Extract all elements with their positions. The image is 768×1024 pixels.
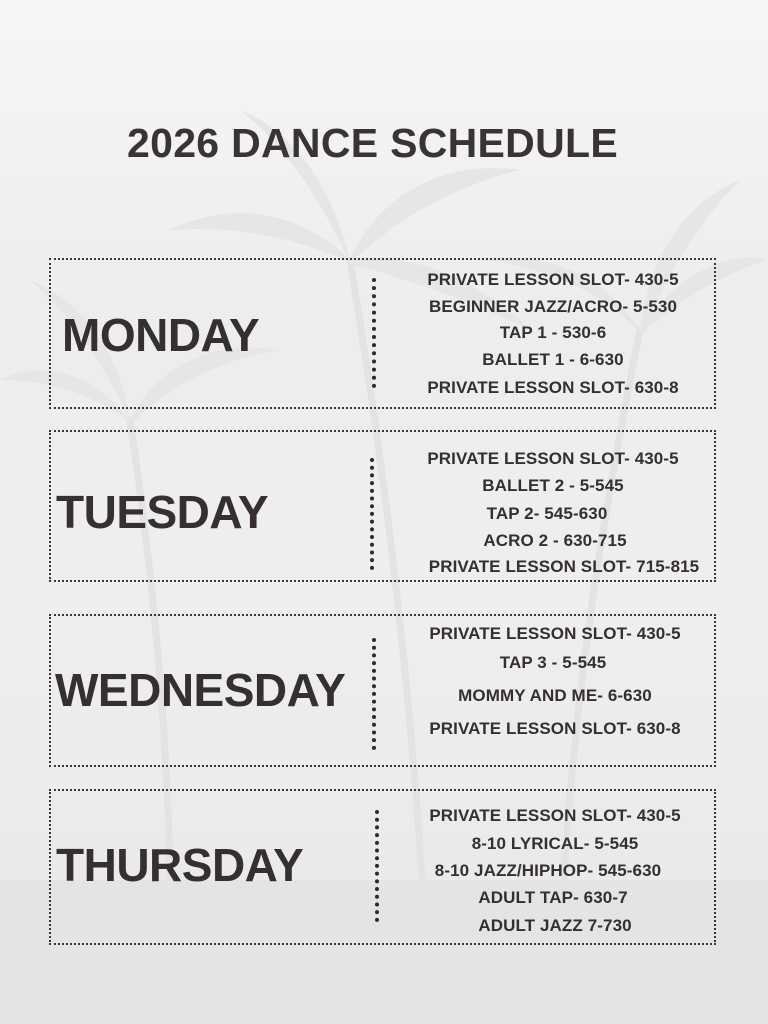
schedule-slot: TAP 3 - 5-545 (499, 653, 607, 672)
schedule-slot: ADULT JAZZ 7-730 (478, 916, 632, 935)
day-divider (370, 458, 374, 570)
day-name-wednesday: WEDNESDAY (55, 664, 346, 716)
day-divider (372, 278, 376, 388)
day-name-tuesday: TUESDAY (56, 486, 269, 538)
day-name-monday: MONDAY (62, 309, 260, 361)
page-title: 2026 DANCE SCHEDULE (127, 120, 618, 166)
schedule-slot: ACRO 2 - 630-715 (483, 531, 627, 550)
schedule-slot: PRIVATE LESSON SLOT- 715-815 (428, 557, 700, 576)
schedule-slot: MOMMY AND ME- 6-630 (458, 686, 652, 705)
schedule-slot: PRIVATE LESSON SLOT- 430-5 (429, 806, 681, 825)
schedule-slot: ADULT TAP- 630-7 (478, 888, 628, 907)
day-name-thursday: THURSDAY (56, 839, 304, 891)
schedule-slot: PRIVATE LESSON SLOT- 630-8 (427, 378, 679, 397)
schedule-slot: BEGINNER JAZZ/ACRO- 5-530 (428, 297, 678, 316)
schedule-slot: BALLET 1 - 6-630 (482, 350, 624, 369)
schedule-slot: PRIVATE LESSON SLOT- 430-5 (429, 624, 681, 643)
schedule-slot: TAP 1 - 530-6 (499, 323, 607, 342)
schedule-slot: TAP 2- 545-630 (486, 504, 608, 523)
schedule-slot: PRIVATE LESSON SLOT- 430-5 (427, 449, 679, 468)
day-divider (375, 810, 379, 922)
schedule-slot: BALLET 2 - 5-545 (482, 476, 624, 495)
schedule-slot: 8-10 JAZZ/HIPHOP- 545-630 (434, 861, 662, 880)
schedule-slot: PRIVATE LESSON SLOT- 430-5 (427, 270, 679, 289)
schedule-slot: 8-10 LYRICAL- 5-545 (471, 834, 639, 853)
schedule-slot: PRIVATE LESSON SLOT- 630-8 (429, 719, 681, 738)
day-divider (372, 638, 376, 750)
